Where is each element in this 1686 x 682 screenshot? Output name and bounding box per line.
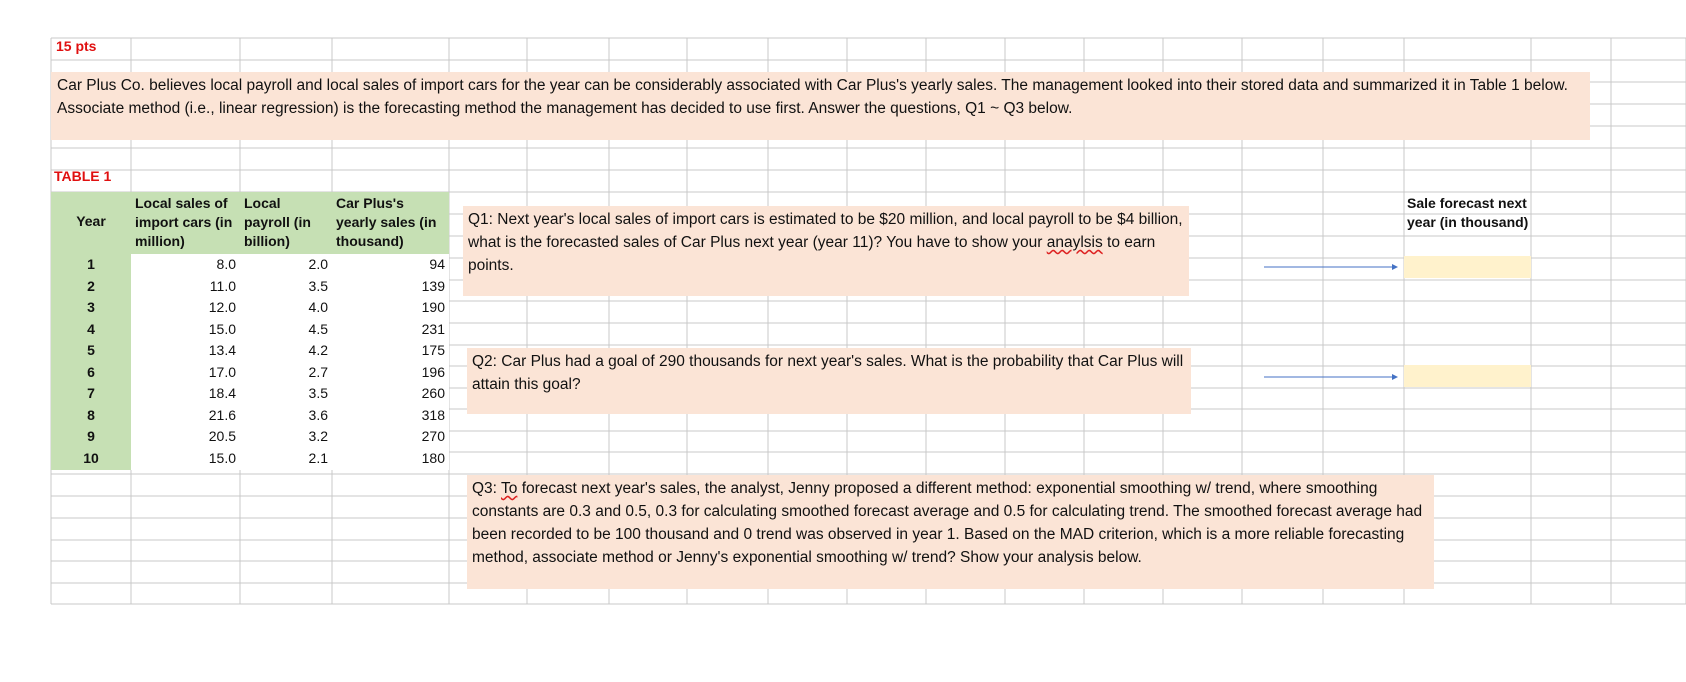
q3-prefix: Q3:	[472, 480, 502, 497]
q3-misspelled-word: To	[501, 480, 518, 497]
table-year-cell: 2	[87, 278, 95, 294]
table-title: TABLE 1	[54, 168, 112, 184]
table-car-sales-cell: 318	[421, 407, 445, 423]
table-import-sales-cell: 18.4	[208, 385, 236, 401]
q2-text: Q2: Car Plus had a goal of 290 thousands for next year's sales. What is the probability that Car Plus will attain this goal?	[472, 353, 1184, 393]
table-import-sales-cell: 20.5	[208, 428, 236, 444]
table-payroll-cell: 2.7	[308, 364, 328, 380]
table-year-cell: 8	[87, 407, 95, 423]
table-car-sales-cell: 180	[421, 450, 445, 466]
table-payroll-cell: 2.0	[308, 256, 328, 272]
sale-forecast-header: Sale forecast next year (in thousand)	[1407, 195, 1529, 230]
intro-box	[51, 72, 1590, 140]
table-year-cell: 6	[87, 364, 95, 380]
table-year-cell: 5	[87, 342, 95, 358]
q1-box	[463, 206, 1189, 296]
table-year-cell: 4	[87, 321, 95, 337]
q2-box	[467, 348, 1191, 414]
q2-arrow-icon	[1264, 372, 1398, 382]
table-payroll-cell: 3.5	[308, 278, 328, 294]
q3-box	[467, 475, 1434, 589]
header-payroll: Local payroll (in billion)	[244, 195, 311, 249]
table-car-sales-cell: 231	[421, 321, 445, 337]
intro-text: Car Plus Co. believes local payroll and local sales of import cars for the year can be considerably associated with Car Plus's yearly sales. The management looked into their stored data and summarized it in Table 1 below. Associate method (i.e., linear regression) is the forecasting method the management has decided to use first. Answer the questions, Q1 ~ Q3 below.	[57, 77, 1568, 117]
table-import-sales-cell: 15.0	[208, 321, 236, 337]
q2-answer-cell[interactable]	[1404, 365, 1531, 387]
header-year: Year	[76, 213, 106, 229]
table-payroll-cell: 2.1	[308, 450, 328, 466]
table-car-sales-cell: 260	[421, 385, 445, 401]
table-year-cell: 7	[87, 385, 95, 401]
table-car-sales-cell: 190	[421, 299, 445, 315]
table-import-sales-cell: 17.0	[208, 364, 236, 380]
table-year-cell: 1	[87, 256, 95, 272]
table-payroll-cell: 3.5	[308, 385, 328, 401]
points-label: 15 pts	[56, 38, 97, 54]
table-import-sales-cell: 12.0	[208, 299, 236, 315]
table-car-sales-cell: 196	[421, 364, 445, 380]
table-car-sales-cell: 94	[429, 256, 445, 272]
header-car-sales: Car Plus's yearly sales (in thousand)	[336, 195, 437, 249]
q1-text-end: to earn points.	[468, 234, 1156, 274]
table-car-sales-cell: 139	[421, 278, 445, 294]
table-import-sales-cell: 11.0	[209, 278, 236, 294]
table-car-sales-cell: 175	[421, 342, 445, 358]
q1-misspelled-word: anaylsis	[1046, 234, 1103, 251]
table-payroll-cell: 3.6	[308, 407, 328, 423]
table-import-sales-cell: 13.4	[208, 342, 236, 358]
table-year-cell: 9	[87, 428, 95, 444]
table-car-sales-cell: 270	[421, 428, 445, 444]
table-year-cell: 3	[87, 299, 95, 315]
table-import-sales-cell: 21.6	[208, 407, 236, 423]
q1-answer-cell[interactable]	[1404, 256, 1531, 278]
table-year-cell: 10	[83, 450, 99, 466]
q3-text: forecast next year's sales, the analyst, Jenny proposed a different method: exponential smoothing w/ trend, where smoothing constants are 0.3 and 0.5, 0.3 for calculating smoothed forecast average and 0.5 for calculating trend. The smoothed forecast average had been recorded to be 100 thousand and 0 trend was observed in year 1. Based on the MAD criterion, which is a more reliable forecasting method, associate method or Jenny's exponential smoothing w/ trend? Show your analysis below.	[472, 480, 1423, 566]
table-import-sales-cell: 15.0	[208, 450, 236, 466]
q1-text: Q1: Next year's local sales of import cars is estimated to be $20 million, and local payroll to be $4 billion, what is the forecasted sales of Car Plus next year (year 11)? You have to show your	[468, 211, 1183, 251]
table-payroll-cell: 3.2	[308, 428, 328, 444]
table-import-sales-cell: 8.0	[216, 256, 236, 272]
header-import-sales: Local sales of import cars (in million)	[135, 195, 233, 249]
table-payroll-cell: 4.0	[308, 299, 328, 315]
table-payroll-cell: 4.2	[308, 342, 328, 358]
table-payroll-cell: 4.5	[308, 321, 328, 337]
q1-arrow-icon	[1264, 262, 1398, 272]
